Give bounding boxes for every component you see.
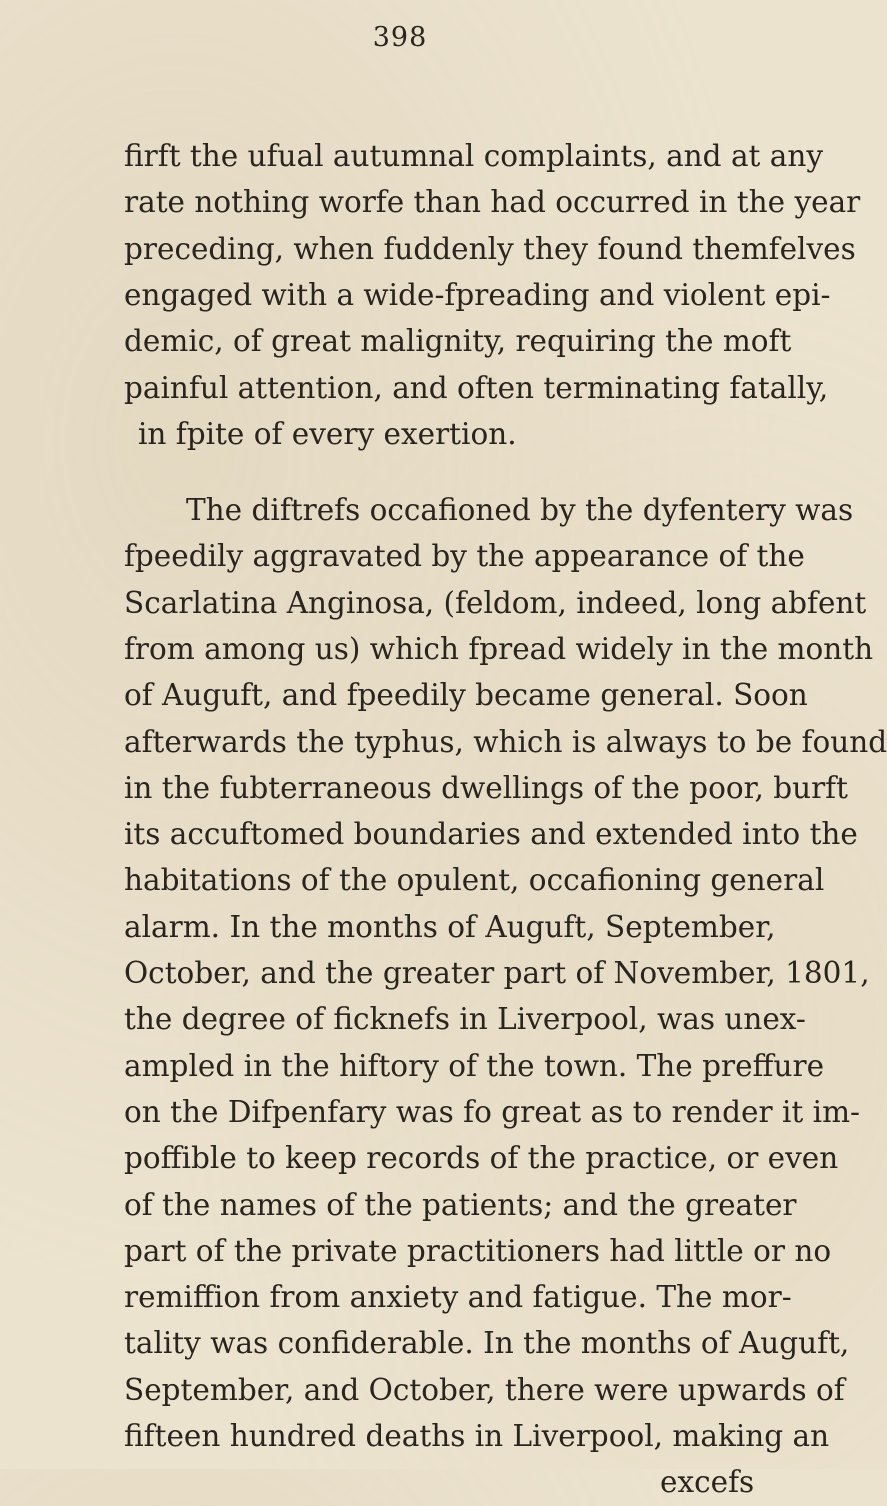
- text-line: in the fubterraneous dwellings of the poor, burft: [124, 771, 848, 805]
- text-line: on the Difpenfary was fo great as to render it im-: [124, 1095, 861, 1129]
- text-line: October, and the greater part of November, 1801,: [124, 956, 870, 990]
- text-line: ampled in the hiftory of the town. The preffure: [124, 1049, 825, 1083]
- text-line: September, and October, there were upwards of: [124, 1373, 845, 1407]
- page-number: 398: [372, 22, 428, 53]
- text-line: remiffion from anxiety and fatigue. The mor-: [124, 1280, 792, 1314]
- text-line: firft the ufual autumnal complaints, and at any: [124, 139, 824, 173]
- text-line: in fpite of every exertion.: [138, 417, 517, 451]
- text-line: demic, of great malignity, requiring the moft: [124, 324, 792, 358]
- text-line: afterwards the typhus, which is always to be found: [124, 725, 887, 759]
- text-line: of Auguft, and fpeedily became general. Soon: [124, 678, 808, 712]
- text-line: poffible to keep records of the practice, or even: [124, 1141, 839, 1175]
- text-line: of the names of the patients; and the greater: [124, 1188, 797, 1222]
- text-line: engaged with a wide-fpreading and violent epi-: [124, 278, 831, 312]
- text-line: fpeedily aggravated by the appearance of the: [124, 539, 805, 573]
- catchword: excefs: [660, 1465, 755, 1499]
- text-line: habitations of the opulent, occafioning general: [124, 863, 825, 897]
- text-line: alarm. In the months of Auguft, September,: [124, 910, 776, 944]
- text-line: painful attention, and often terminating fatally,: [124, 371, 829, 405]
- text-line: fifteen hundred deaths in Liverpool, making an: [124, 1419, 830, 1453]
- text-line: The diftrefs occafioned by the dyfentery was: [186, 493, 854, 527]
- text-line: Scarlatina Anginosa, (feldom, indeed, long abfent: [124, 586, 867, 620]
- text-line: part of the private practitioners had little or no: [124, 1234, 832, 1268]
- text-line: its accuftomed boundaries and extended into the: [124, 817, 858, 851]
- text-line: rate nothing worfe than had occurred in the year: [124, 185, 861, 219]
- text-line: tality was confiderable. In the months of Auguft,: [124, 1326, 850, 1360]
- text-line: the degree of ficknefs in Liverpool, was unex-: [124, 1002, 806, 1036]
- text-line: preceding, when fuddenly they found themfelves: [124, 232, 856, 266]
- text-line: from among us) which fpread widely in the month: [124, 632, 874, 666]
